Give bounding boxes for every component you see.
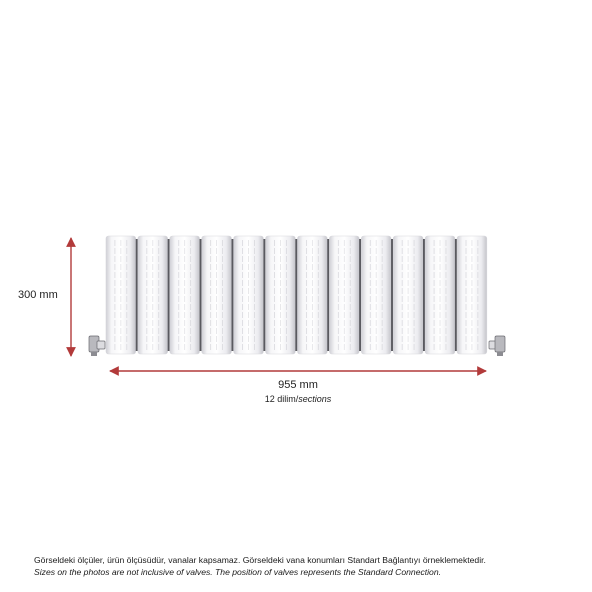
section-gap xyxy=(136,239,138,351)
section-gap xyxy=(231,239,233,351)
footnote-turkish: Görseldeki ölçüler, ürün ölçüsüdür, vanalar kapsamaz. Görseldeki vana konumları Standart Bağlantıyı örneklemektedir. xyxy=(34,555,486,565)
radiator-body xyxy=(106,236,487,354)
radiator-section xyxy=(138,236,170,354)
section-gap xyxy=(455,239,457,351)
radiator-section xyxy=(361,236,393,354)
section-gap xyxy=(423,239,425,351)
width-label: 955 mm xyxy=(278,379,318,391)
radiator-section xyxy=(393,236,425,354)
section-gap xyxy=(295,239,297,351)
radiator-section xyxy=(202,236,234,354)
radiator-section xyxy=(425,236,457,354)
section-gap xyxy=(391,239,393,351)
section-gap xyxy=(200,239,202,351)
sections-label xyxy=(180,394,416,404)
radiator-section xyxy=(106,236,138,354)
radiator-section xyxy=(170,236,202,354)
right-valve-icon xyxy=(489,336,505,356)
sections-label-tr: 12 dilim/ xyxy=(264,394,299,404)
footnote-english: Sizes on the photos are not inclusive of valves. The position of valves represents the Standard Connection. xyxy=(34,567,442,577)
left-valve-icon xyxy=(89,336,105,356)
radiator-section xyxy=(234,236,266,354)
sections-label-en: sections xyxy=(298,394,332,404)
section-gap xyxy=(327,239,329,351)
section-gap xyxy=(168,239,170,351)
radiator-section xyxy=(457,236,487,354)
footnote xyxy=(34,554,584,578)
section-gap xyxy=(359,239,361,351)
radiator-section xyxy=(298,236,330,354)
radiator-section xyxy=(266,236,298,354)
height-label: 300 mm xyxy=(18,289,58,301)
section-gap xyxy=(263,239,265,351)
radiator-section xyxy=(329,236,361,354)
